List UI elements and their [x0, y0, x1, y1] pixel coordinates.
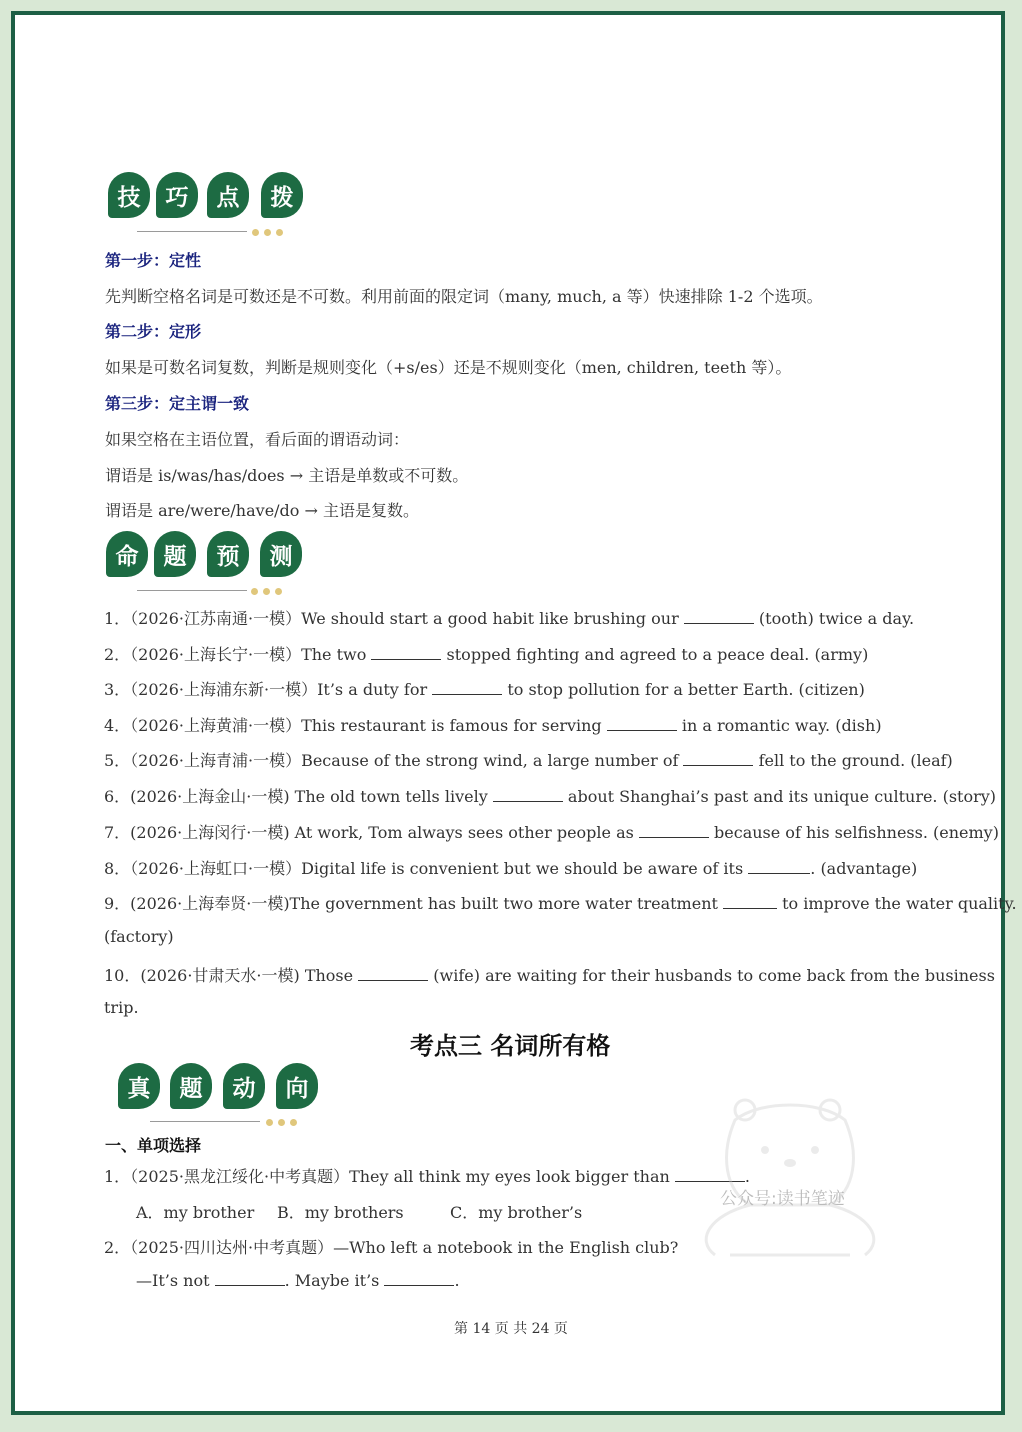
question-item: 7．(2026·上海闵行·一模) At work, Tom always sees other people as because of his selfishness. (enemy): [104, 823, 999, 842]
answer-blank[interactable]: [215, 1271, 285, 1286]
question-item: 2．（2025·四川达州·中考真题）—Who left a notebook in the English club?: [104, 1238, 679, 1257]
page-footer: 第 14 页 共 24 页: [454, 1321, 568, 1337]
badge-underline: [137, 590, 247, 591]
question-continuation: trip.: [104, 998, 139, 1017]
decorative-dots: [251, 587, 287, 598]
badge-char: 拨: [261, 172, 303, 218]
bear-watermark-icon: [690, 1095, 890, 1265]
decorative-dots: [252, 228, 288, 239]
question-item: 2．（2026·上海长宁·一模）The two stopped fighting and agreed to a peace deal. (army): [104, 645, 869, 664]
step-text: 如果空格在主语位置，看后面的谓语动词：: [105, 430, 410, 449]
answer-blank[interactable]: [493, 787, 563, 802]
question-item: 3．（2026·上海浦东新·一模）It’s a duty for to stop pollution for a better Earth. (citizen): [104, 680, 865, 699]
question-item: 6．(2026·上海金山·一模) The old town tells lively about Shanghai’s past and its unique culture. (story): [104, 787, 997, 806]
badge-char: 巧: [156, 172, 198, 218]
question-item: 5．（2026·上海青浦·一模）Because of the strong wind, a large number of fell to the ground. (leaf): [104, 751, 953, 770]
badge-char: 预: [207, 531, 249, 577]
question-dialogue: —It’s not . Maybe it’s .: [136, 1271, 460, 1290]
answer-blank[interactable]: [607, 716, 677, 731]
badge-char: 点: [207, 172, 249, 218]
answer-blank[interactable]: [384, 1271, 454, 1286]
answer-blank[interactable]: [432, 680, 502, 695]
badge-underline: [137, 231, 247, 232]
badge-char: 题: [154, 531, 196, 577]
question-item: 1．（2025·黑龙江绥化·中考真题）They all think my eyes look bigger than .: [104, 1167, 750, 1186]
step-title: 第一步：定性: [105, 251, 202, 270]
watermark-text: 公众号:读书笔迹: [720, 1189, 845, 1209]
step-title: 第二步：定形: [105, 322, 202, 341]
answer-blank[interactable]: [639, 823, 709, 838]
question-item: 10．(2026·甘肃天水·一模) Those (wife) are waiting for their husbands to come back from the business: [104, 966, 995, 985]
answer-blank[interactable]: [748, 859, 810, 874]
option-a[interactable]: A．my brother: [136, 1203, 255, 1222]
answer-blank[interactable]: [683, 751, 753, 766]
question-item: 4．（2026·上海黄浦·一模）This restaurant is famous for serving in a romantic way. (dish): [104, 716, 882, 735]
badge-char: 测: [260, 531, 302, 577]
answer-blank[interactable]: [358, 966, 428, 981]
badge-char: 技: [108, 172, 150, 218]
step-text: 先判断空格名词是可数还是不可数。利用前面的限定词（many, much, a 等）快速排除 1-2 个选项。: [105, 287, 823, 306]
question-item: 1．（2026·江苏南通·一模）We should start a good habit like brushing our (tooth) twice a day.: [104, 609, 915, 628]
step-text: 谓语是 are/were/have/do → 主语是复数。: [105, 501, 420, 520]
option-c[interactable]: C．my brother’s: [450, 1203, 583, 1222]
step-title: 第三步：定主谓一致: [105, 394, 250, 413]
answer-blank[interactable]: [723, 894, 777, 909]
badge-underline: [150, 1121, 260, 1122]
question-continuation: (factory): [104, 927, 174, 946]
section-subheading: 一、单项选择: [105, 1136, 202, 1155]
answer-blank[interactable]: [684, 609, 754, 624]
question-item: 8．（2026·上海虹口·一模）Digital life is convenient but we should be aware of its . (advantage): [104, 859, 918, 878]
option-b[interactable]: B．my brothers: [277, 1203, 404, 1222]
answer-blank[interactable]: [371, 645, 441, 660]
decorative-dots: [266, 1118, 302, 1129]
question-item: 9．(2026·上海奉贤·一模)The government has built two more water treatment to improve the water quality.: [104, 894, 1017, 913]
page-title: 考点三 名词所有格: [410, 1032, 611, 1060]
badge-char: 动: [223, 1063, 265, 1109]
step-text: 如果是可数名词复数，判断是规则变化（+s/es）还是不规则变化（men, children, teeth 等）。: [105, 358, 792, 377]
badge-char: 命: [106, 531, 148, 577]
badge-char: 真: [118, 1063, 160, 1109]
badge-char: 题: [170, 1063, 212, 1109]
step-text: 谓语是 is/was/has/does → 主语是单数或不可数。: [105, 466, 469, 485]
badge-char: 向: [276, 1063, 318, 1109]
